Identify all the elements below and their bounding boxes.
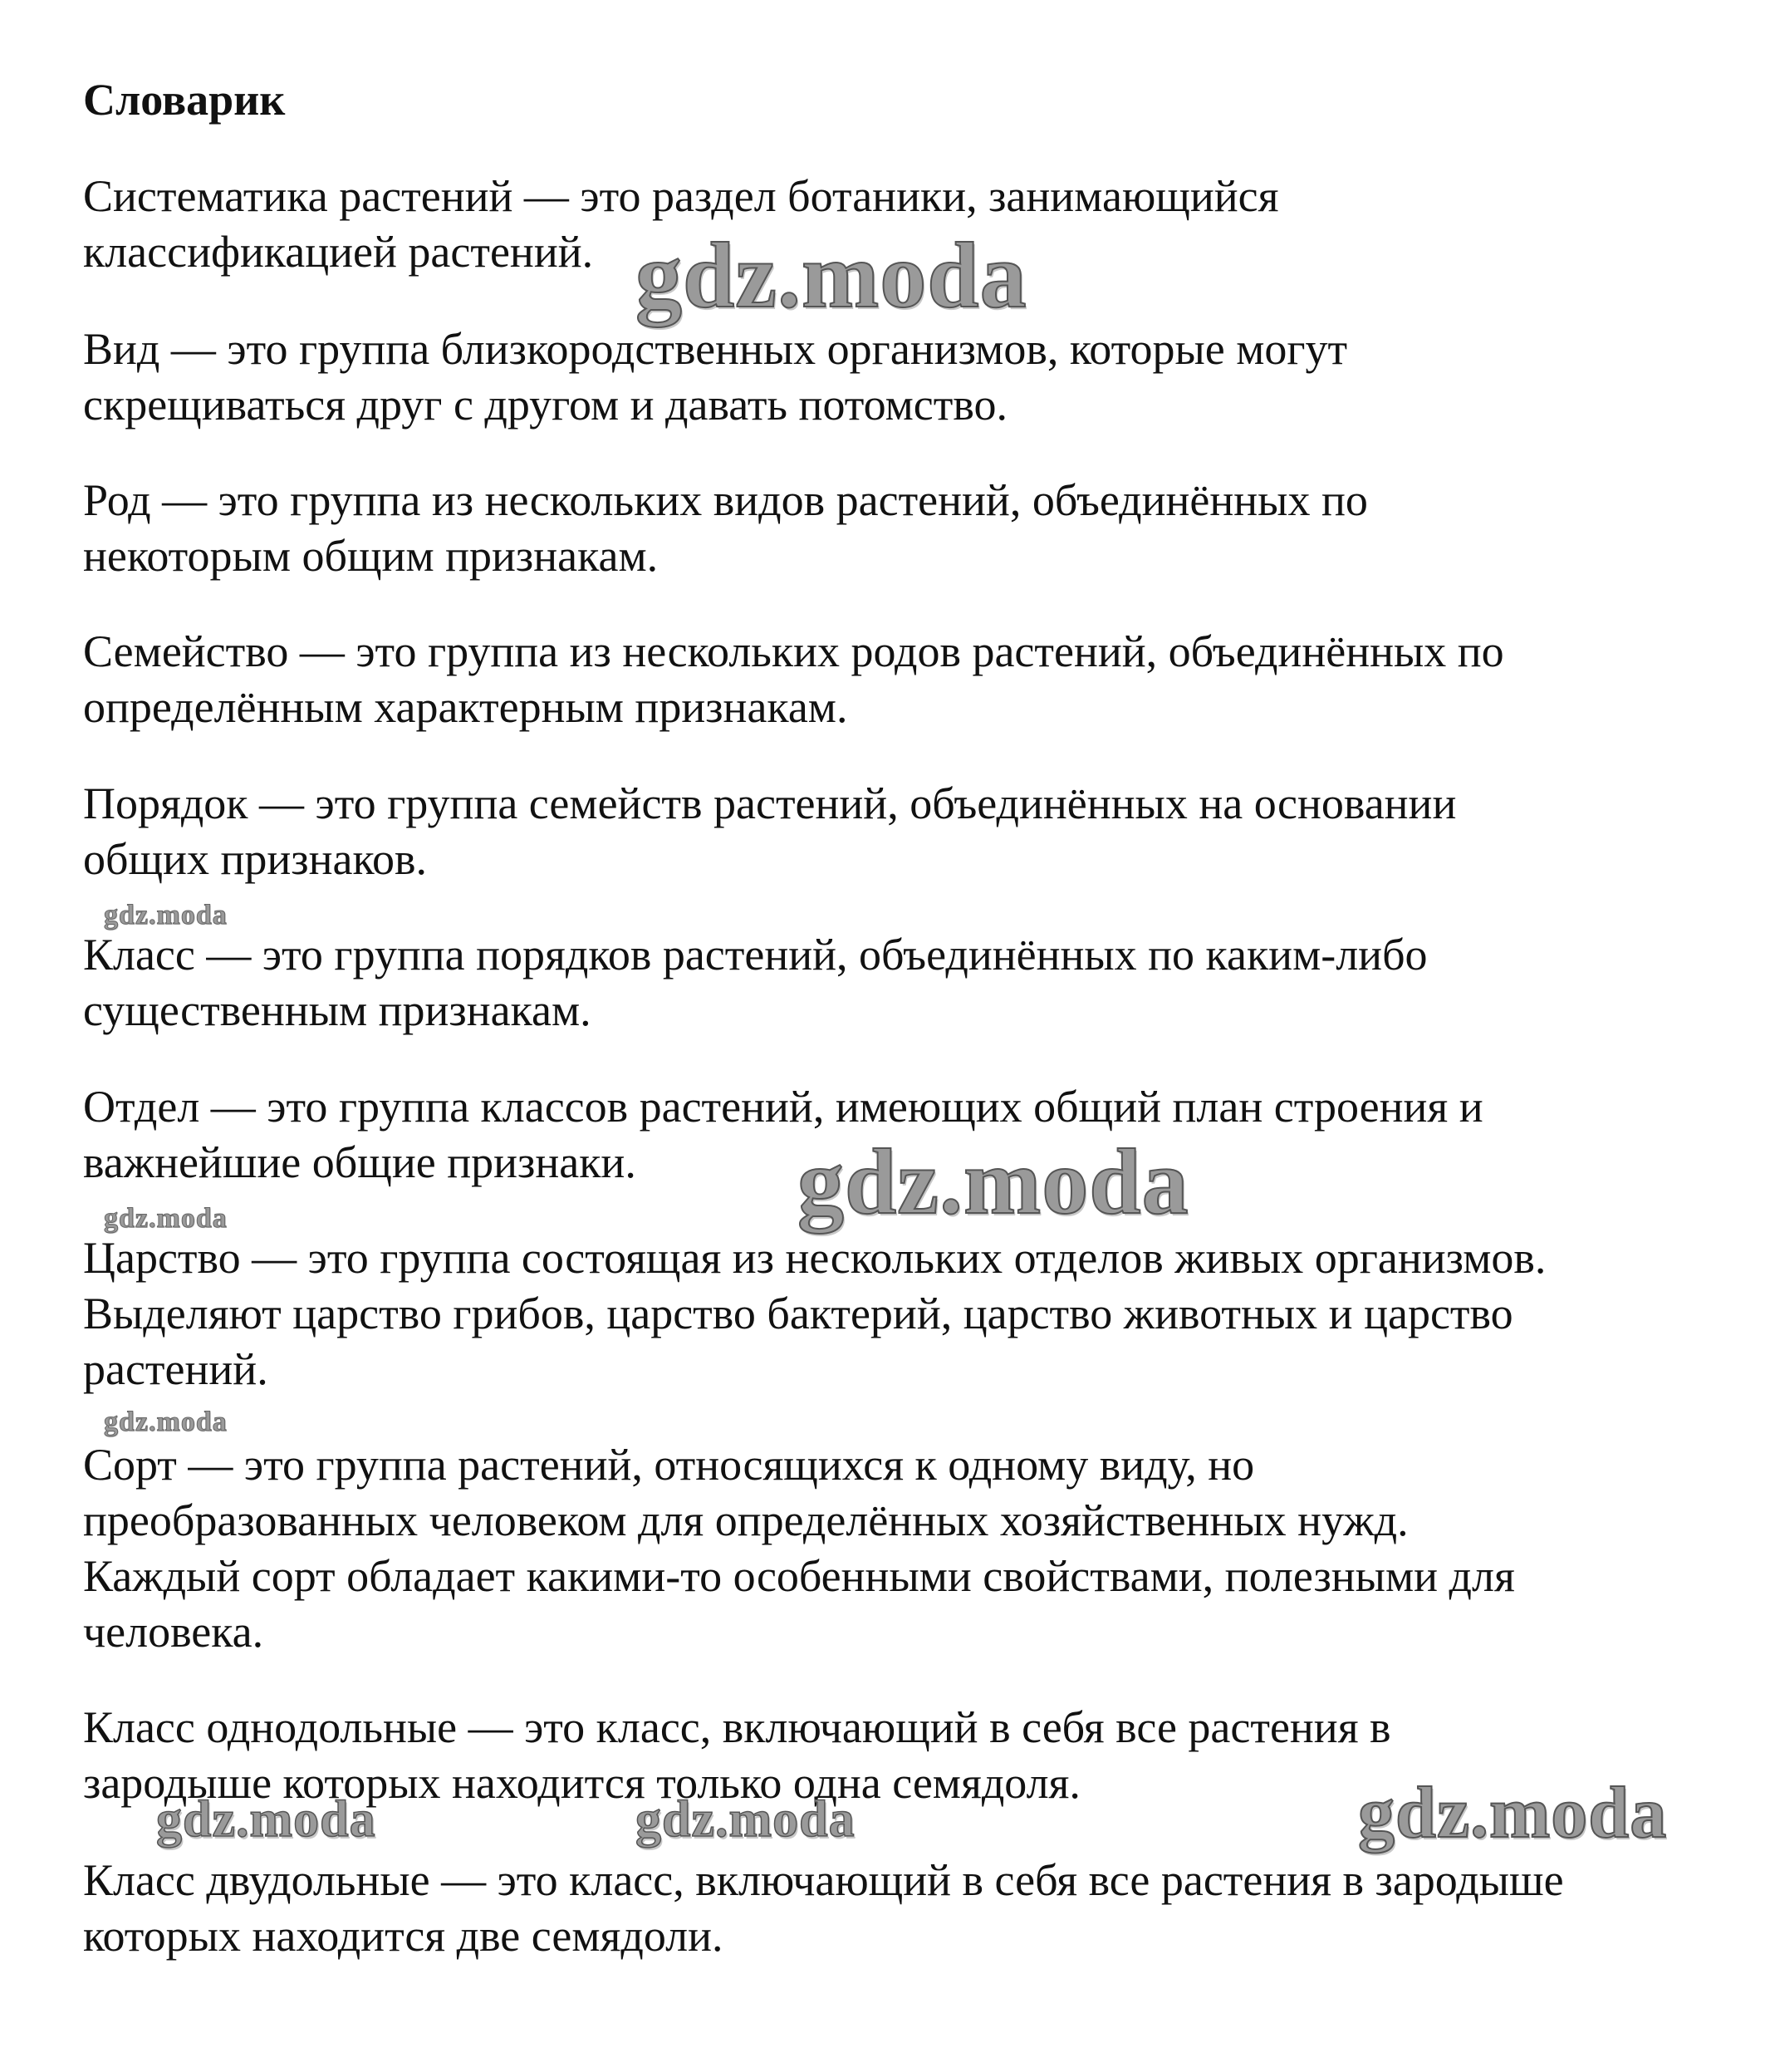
glossary-entry-genus: Род — это группа из нескольких видов растений, объединённых по некоторым общим признакам. bbox=[83, 475, 1368, 581]
glossary-entry-order: Порядок — это группа семейств растений, объединённых на основании общих признаков. bbox=[83, 778, 1457, 884]
watermark-logo: gdz.moda bbox=[104, 900, 228, 930]
watermark-logo: gdz.moda bbox=[104, 1203, 228, 1234]
glossary-entry-dicots: Класс двудольные — это класс, включающий в себя все растения в зародыше которых находится две семядоли. bbox=[83, 1855, 1564, 1961]
glossary-entry-species: Вид — это группа близкородственных организмов, которые могут скрещиваться друг с другом и давать потомство. bbox=[83, 324, 1348, 430]
page-title: Словарик bbox=[83, 75, 286, 125]
watermark-logo: gdz.moda bbox=[635, 224, 1027, 327]
glossary-entry-monocots: Класс однодольные — это класс, включающий в себя все растения в зародыше которых находится только одна семядоля. bbox=[83, 1702, 1391, 1808]
glossary-entry-family: Семейство — это группа из нескольких родов растений, объединённых по определённым характерным признакам. bbox=[83, 626, 1504, 732]
glossary-entry-class: Класс — это группа порядков растений, объединённых по каким-либо существенным признакам. bbox=[83, 930, 1428, 1035]
watermark-logo: gdz.moda bbox=[1358, 1773, 1668, 1854]
watermark-logo: gdz.moda bbox=[156, 1791, 376, 1848]
glossary-entry-cultivar: Сорт — это группа растений, относящихся к одному виду, но преобразованных человеком для определённых хозяйственных нужд. Каждый сорт обладает какими-то особенными свойствами, полезными для человека. bbox=[83, 1440, 1515, 1657]
glossary-entry-kingdom: Царство — это группа состоящая из нескольких отделов живых организмов. Выделяют царство грибов, царство бактерий, царство животных и царство растений. bbox=[83, 1233, 1547, 1394]
watermark-logo: gdz.moda bbox=[104, 1407, 228, 1437]
watermark-logo: gdz.moda bbox=[635, 1791, 856, 1848]
glossary-entry-systematics: Систематика растений — это раздел ботаники, занимающийся классификацией растений. bbox=[83, 171, 1279, 277]
glossary-entry-division: Отдел — это группа классов растений, имеющих общий план строения и важнейшие общие признаки. bbox=[83, 1082, 1483, 1187]
watermark-logo: gdz.moda bbox=[797, 1131, 1189, 1234]
